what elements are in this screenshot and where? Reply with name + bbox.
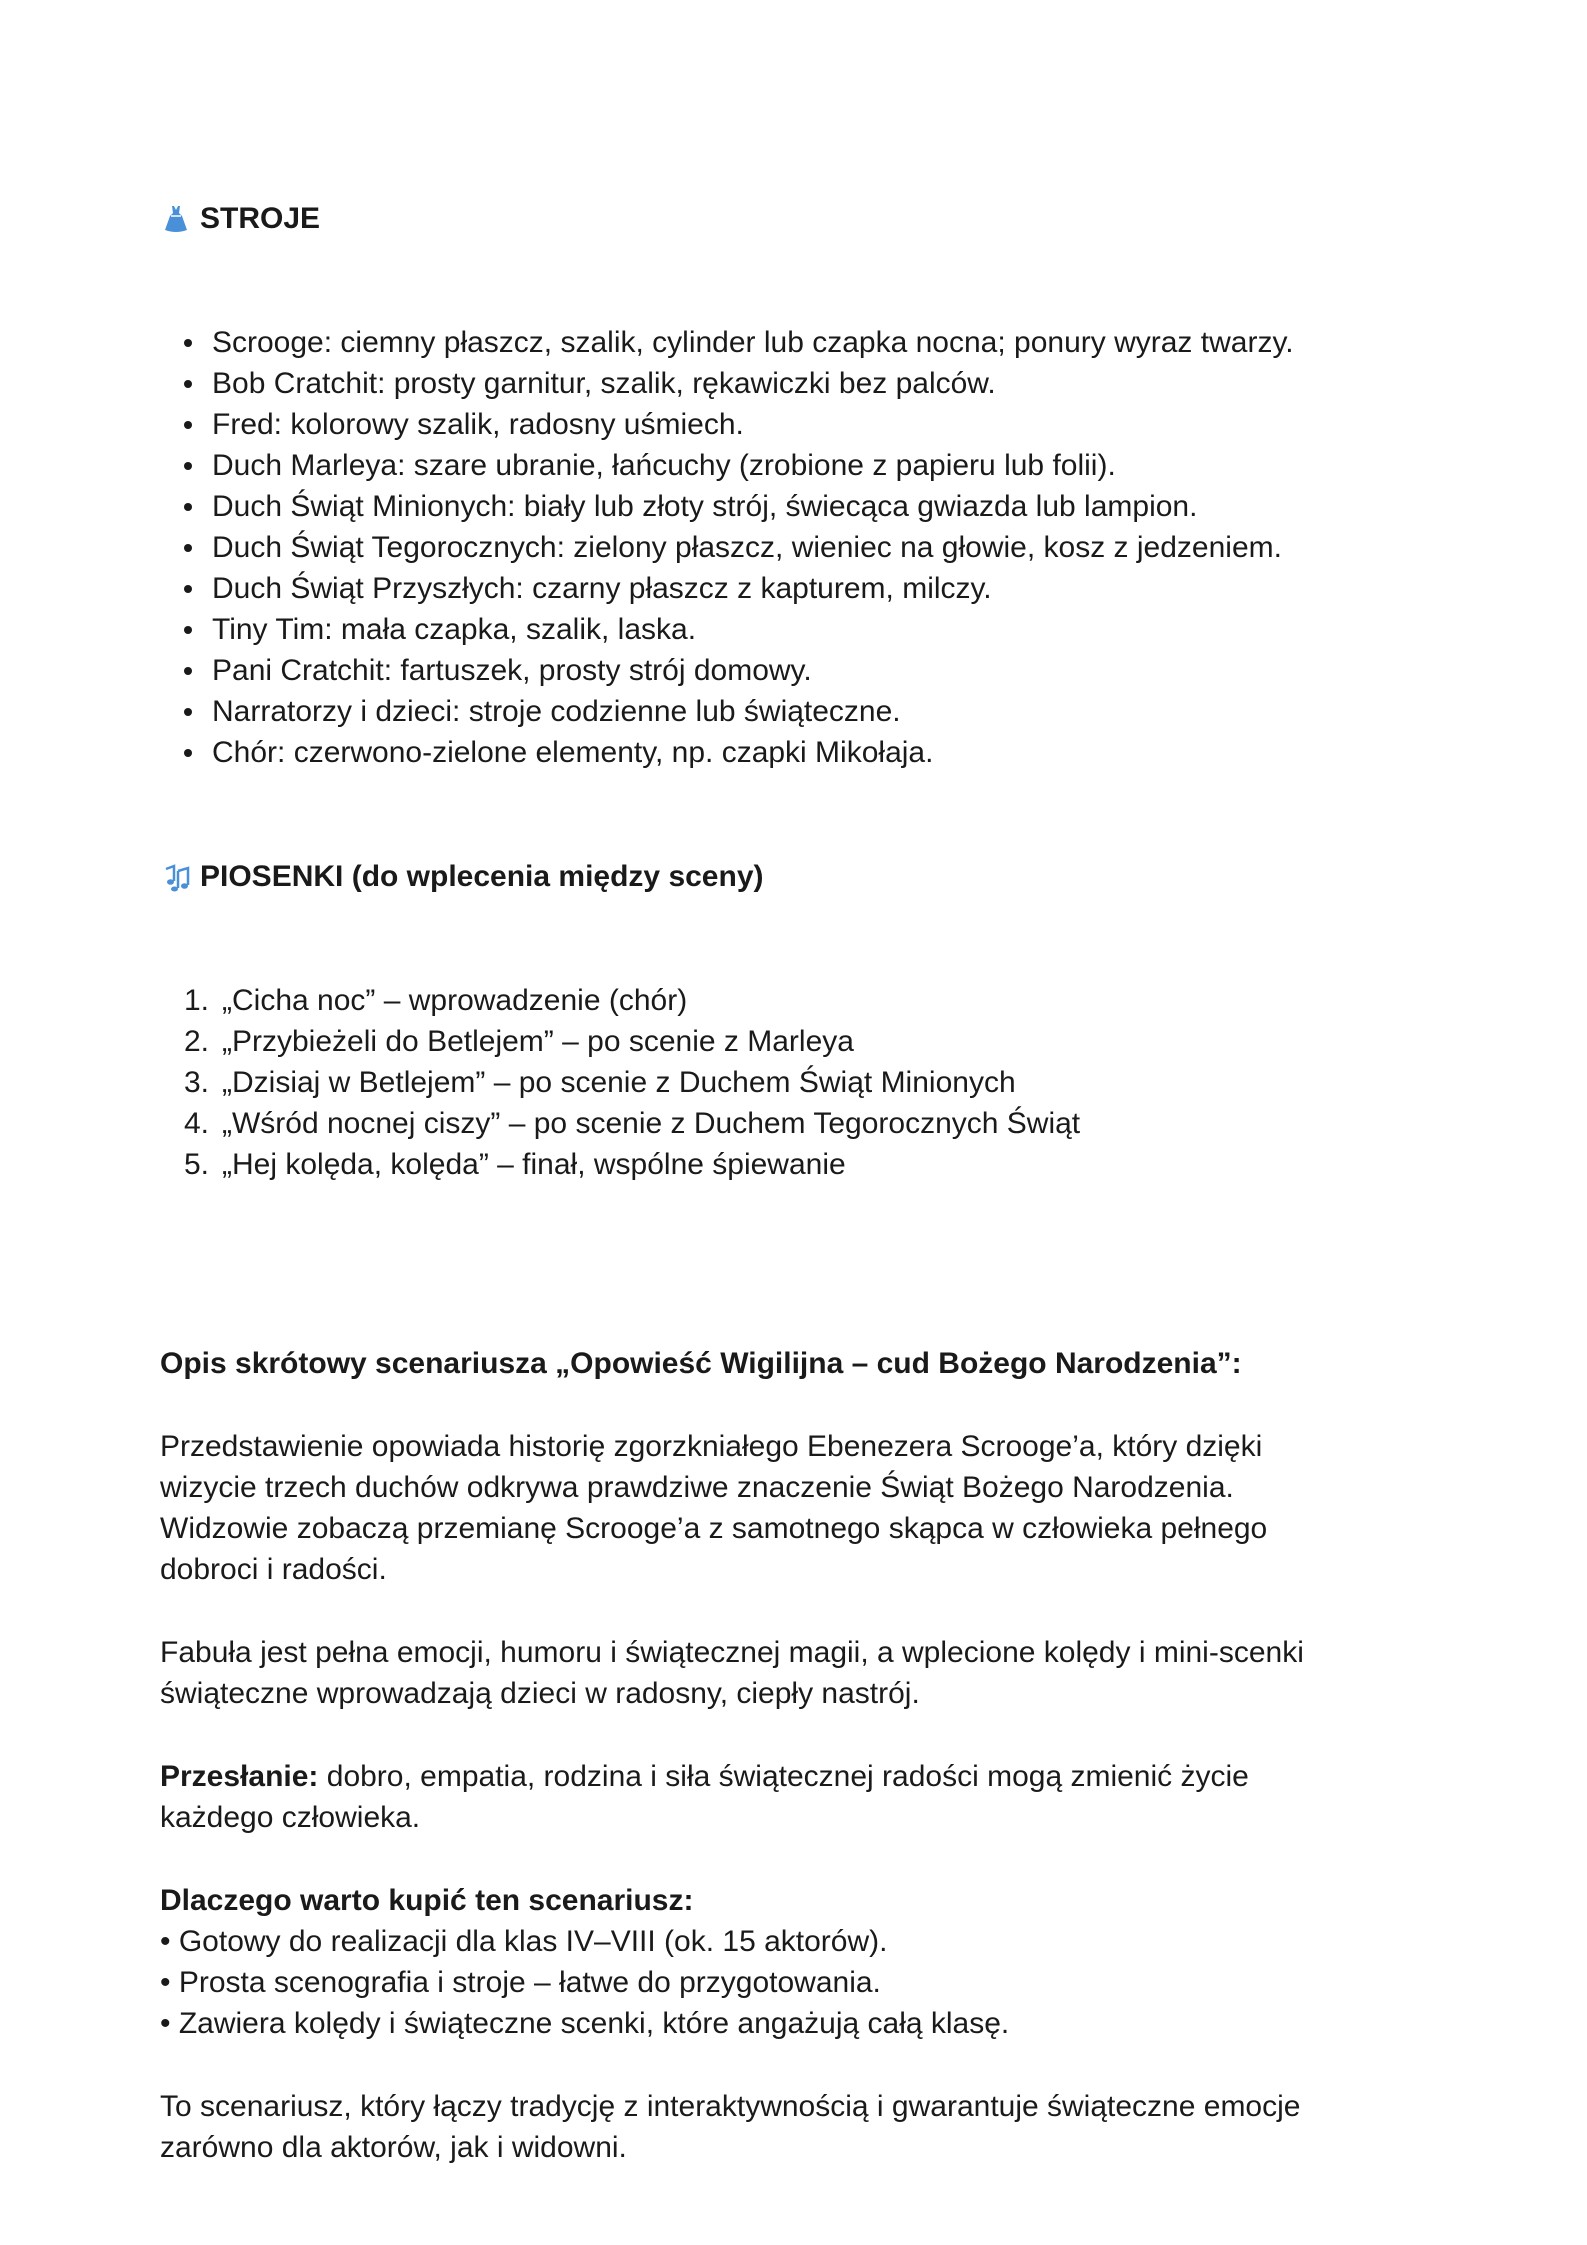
text-line: świąteczne wprowadzają dzieci w radosny, ciepły nastrój.: [160, 1677, 920, 1710]
message-line-2: każdego człowieka.: [160, 1801, 421, 1834]
costume-item: Chór: czerwono-zielone elementy, np. czapki Mikołaja.: [160, 732, 1294, 773]
summary-title: [160, 1343, 1390, 1384]
text-line: Fabuła jest pełna emocji, humoru i świątecznej magii, a wplecione kolędy i mini-scenki: [160, 1636, 1304, 1669]
costume-item: Scrooge: ciemny płaszcz, szalik, cylinder lub czapka nocna; ponury wyraz twarzy.: [160, 322, 1294, 363]
message-label: Przesłanie:: [160, 1760, 319, 1793]
dress-icon: [160, 203, 192, 235]
costumes-title: STROJE: [200, 202, 321, 235]
text-line: wizycie trzech duchów odkrywa prawdziwe znaczenie Świąt Bożego Narodzenia.: [160, 1471, 1234, 1504]
music-notes-icon: [160, 861, 192, 893]
song-number: 1.: [184, 984, 210, 1017]
costume-item: Fred: kolorowy szalik, radosny uśmiech.: [160, 404, 1294, 445]
text-line: To scenariusz, który łączy tradycję z interaktywnością i gwarantuje świąteczne emocje: [160, 2090, 1301, 2123]
song-item: [160, 1144, 1080, 1185]
message-text-1: dobro, empatia, rodzina i siła świątecznej radości mogą zmienić życie: [318, 1760, 1249, 1793]
costumes-list: [160, 322, 1294, 773]
costumes-heading: [160, 202, 320, 236]
song-item: [160, 1062, 1080, 1103]
songs-heading: [160, 860, 764, 894]
why-item: • Prosta scenografia i stroje – łatwe do przygotowania.: [160, 1966, 881, 1999]
why-paragraph: [160, 1880, 1390, 2044]
costume-item: Duch Świąt Przyszłych: czarny płaszcz z kapturem, milczy.: [160, 568, 1294, 609]
why-item: • Zawiera kolędy i świąteczne scenki, które angażują całą klasę.: [160, 2007, 1010, 2040]
songs-title: PIOSENKI (do wplecenia między sceny): [200, 860, 764, 893]
song-number: 3.: [184, 1066, 210, 1099]
costume-item: Pani Cratchit: fartuszek, prosty strój domowy.: [160, 650, 1294, 691]
closing-paragraph: [160, 2086, 1390, 2168]
song-text: „Hej kolęda, kolęda” – finał, wspólne śpiewanie: [222, 1148, 846, 1181]
summary-paragraph-1: [160, 1426, 1390, 1590]
song-number: 5.: [184, 1148, 210, 1181]
summary-title-text: Opis skrótowy scenariusza „Opowieść Wigilijna – cud Bożego Narodzenia”:: [160, 1347, 1242, 1380]
summary-paragraph-2: [160, 1632, 1390, 1714]
costume-item: Duch Marleya: szare ubranie, łańcuchy (zrobione z papieru lub folii).: [160, 445, 1294, 486]
song-text: „Przybieżeli do Betlejem” – po scenie z Marleya: [222, 1025, 854, 1058]
message-paragraph: [160, 1756, 1390, 1838]
why-title: Dlaczego warto kupić ten scenariusz:: [160, 1884, 694, 1917]
text-line: Widzowie zobaczą przemianę Scrooge’a z samotnego skąpca w człowieka pełnego: [160, 1512, 1268, 1545]
song-text: „Dzisiaj w Betlejem” – po scenie z Duchem Świąt Minionych: [222, 1066, 1016, 1099]
costume-item: Bob Cratchit: prosty garnitur, szalik, rękawiczki bez palców.: [160, 363, 1294, 404]
song-text: „Wśród nocnej ciszy” – po scenie z Duchem Tegorocznych Świąt: [222, 1107, 1081, 1140]
song-number: 4.: [184, 1107, 210, 1140]
costume-item: Tiny Tim: mała czapka, szalik, laska.: [160, 609, 1294, 650]
text-line: dobroci i radości.: [160, 1553, 387, 1586]
song-item: [160, 1021, 1080, 1062]
text-line: zarówno dla aktorów, jak i widowni.: [160, 2131, 627, 2164]
text-line: Przedstawienie opowiada historię zgorzkniałego Ebenezera Scrooge’a, który dzięki: [160, 1430, 1263, 1463]
why-item: • Gotowy do realizacji dla klas IV–VIII (ok. 15 aktorów).: [160, 1925, 888, 1958]
message-line-1: [160, 1756, 1390, 1797]
song-number: 2.: [184, 1025, 210, 1058]
song-item: [160, 980, 1080, 1021]
song-item: [160, 1103, 1080, 1144]
costume-item: Duch Świąt Tegorocznych: zielony płaszcz, wieniec na głowie, kosz z jedzeniem.: [160, 527, 1294, 568]
costume-item: Narratorzy i dzieci: stroje codzienne lub świąteczne.: [160, 691, 1294, 732]
songs-list: [160, 980, 1080, 1185]
song-text: „Cicha noc” – wprowadzenie (chór): [222, 984, 688, 1017]
costume-item: Duch Świąt Minionych: biały lub złoty strój, świecąca gwiazda lub lampion.: [160, 486, 1294, 527]
